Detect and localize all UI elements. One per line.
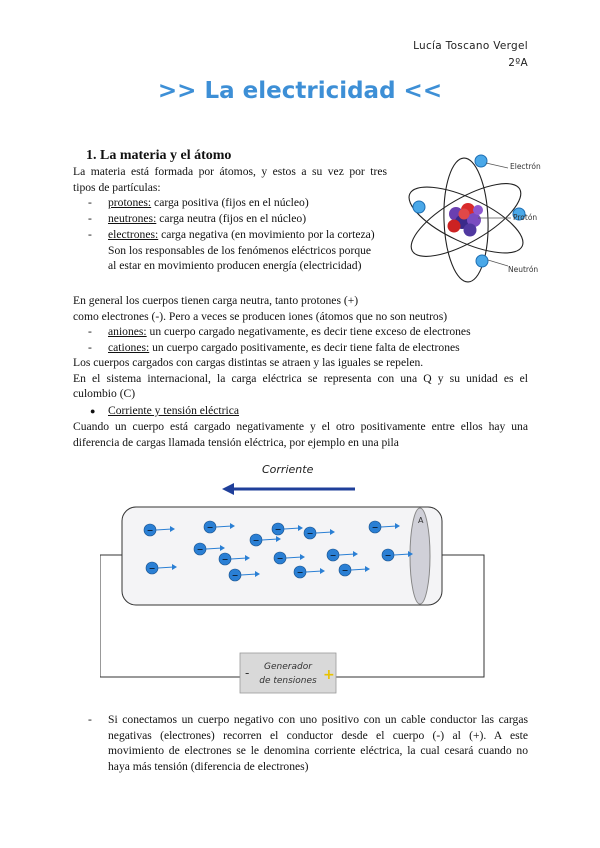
svg-text:−: − bbox=[148, 564, 156, 573]
svg-text:−: − bbox=[306, 529, 314, 538]
current-arrow bbox=[222, 483, 355, 495]
svg-text:−: − bbox=[296, 568, 304, 577]
term-electrones: electrones: bbox=[108, 228, 159, 241]
bullet-corriente: ● Corriente y tensión eléctrica bbox=[90, 404, 240, 417]
final-paragraph: - Si conectamos un cuerpo negativo con uno positivo con un cable conductor las cargas negativas (electrones) recorren el conductor desde el cuerpo (-) al (+). A este movimiento de electrones se le denomina corriente eléctrica, la cual cesará cuando no haya más tensión (diferencia de electrones) bbox=[88, 713, 528, 773]
body-line-4: En el sistema internacional, la carga eléctrica se representa con una Q y su unidad es el bbox=[73, 372, 528, 385]
label-neutron: Neutrón bbox=[508, 265, 539, 274]
current-diagram bbox=[100, 455, 500, 700]
svg-text:−: − bbox=[384, 551, 392, 560]
author-name: Lucía Toscano Vergel bbox=[413, 40, 528, 52]
generator bbox=[240, 653, 336, 693]
label-proton: Protón bbox=[513, 213, 538, 222]
list-item-cationes: - cationes: un cuerpo cargado positivamente, es decir tiene falta de electrones bbox=[88, 341, 460, 354]
body-line-2: como electrones (-). Pero a veces se producen iones (átomos que no son neutros) bbox=[73, 310, 448, 323]
text-cationes: un cuerpo cargado positivamente, es decir tiene falta de electrones bbox=[149, 341, 460, 354]
generator-line-1: Generador bbox=[264, 662, 312, 672]
final-line-3: movimiento de electrones se le denomina corriente eléctrica, la cual cesará cuando no bbox=[108, 744, 528, 758]
author-class: 2ºA bbox=[508, 57, 528, 69]
body-line-7: diferencia de cargas llamada tensión eléctrica, por ejemplo en una pila bbox=[73, 436, 399, 449]
label-electron: Electrón bbox=[510, 162, 541, 171]
bullet-title: Corriente y tensión eléctrica bbox=[108, 404, 240, 417]
svg-text:−: − bbox=[196, 545, 204, 554]
body-line-3: Los cuerpos cargados con cargas distintas se atraen y las iguales se repelen. bbox=[73, 356, 424, 369]
svg-text:−: − bbox=[274, 525, 282, 534]
corriente-label: Corriente bbox=[262, 463, 314, 476]
generator-minus: - bbox=[245, 666, 250, 680]
intro-line-1: La materia está formada por átomos, y estos a su vez por tres bbox=[73, 165, 387, 178]
term-cationes: cationes: bbox=[108, 341, 150, 354]
svg-text:−: − bbox=[371, 523, 379, 532]
body-line-1: En general los cuerpos tienen carga neutra, tanto protones (+) bbox=[73, 294, 359, 307]
intro-paragraph bbox=[73, 164, 387, 195]
text-aniones: un cuerpo cargado negativamente, es decir tiene exceso de electrones bbox=[146, 325, 471, 338]
svg-text:−: − bbox=[146, 526, 154, 535]
text-electrones: carga negativa (en movimiento por la corteza) bbox=[158, 228, 375, 241]
text-neutrones: carga neutra (fijos en el núcleo) bbox=[156, 212, 307, 225]
svg-text:−: − bbox=[231, 571, 239, 580]
term-protones: protones: bbox=[108, 196, 152, 209]
section-heading: 1. La materia y el átomo bbox=[86, 148, 232, 163]
svg-text:−: − bbox=[206, 523, 214, 532]
final-line-4: haya más tensión (diferencia de electrones) bbox=[108, 759, 309, 773]
svg-text:−: − bbox=[252, 536, 260, 545]
body-line-5: culombio (C) bbox=[73, 387, 136, 400]
text-protones: carga positiva (fijos en el núcleo) bbox=[151, 196, 309, 209]
list-item-neutrones: - neutrones: carga neutra (fijos en el núcleo) bbox=[88, 212, 307, 225]
svg-text:−: − bbox=[329, 551, 337, 560]
generator-plus: + bbox=[323, 667, 335, 683]
final-line-2: negativas (electrones) recorren el conductor desde el cuerpo (-) al (+). A este bbox=[108, 728, 528, 742]
author-block bbox=[413, 38, 528, 72]
list-item-protones: - protones: carga positiva (fijos en el núcleo) bbox=[88, 196, 309, 209]
intro-line-2: tipos de partículas: bbox=[73, 180, 161, 194]
list-item-aniones: - aniones: un cuerpo cargado negativamente, es decir tiene exceso de electrones bbox=[88, 325, 471, 338]
body-line-6: Cuando un cuerpo está cargado negativamente y el otro positivamente entre ellos hay una bbox=[73, 420, 528, 433]
atom-figure bbox=[398, 148, 548, 288]
svg-text:−: − bbox=[276, 554, 284, 563]
svg-text:−: − bbox=[221, 555, 229, 564]
electrones-line-3: al estar en movimiento producen energía (electricidad) bbox=[108, 259, 362, 273]
page-title: >> La electricidad << bbox=[157, 78, 443, 104]
term-aniones: aniones: bbox=[108, 325, 147, 338]
electrones-line-2: Son los responsables de los fenómenos eléctricos porque bbox=[108, 243, 372, 257]
nucleus bbox=[448, 203, 484, 237]
list-item-electrones: - electrones: carga negativa (en movimiento por la corteza) Son los responsables de los fenómenos eléctricos porque al estar en movimiento producen energía (electricidad) bbox=[108, 227, 398, 274]
final-line-1: Si conectamos un cuerpo negativo con uno positivo con un cable conductor las cargas bbox=[108, 713, 528, 726]
svg-text:−: − bbox=[341, 566, 349, 575]
generator-line-2: de tensiones bbox=[259, 676, 317, 686]
term-neutrones: neutrones: bbox=[108, 212, 157, 225]
section-label: A bbox=[418, 516, 424, 525]
